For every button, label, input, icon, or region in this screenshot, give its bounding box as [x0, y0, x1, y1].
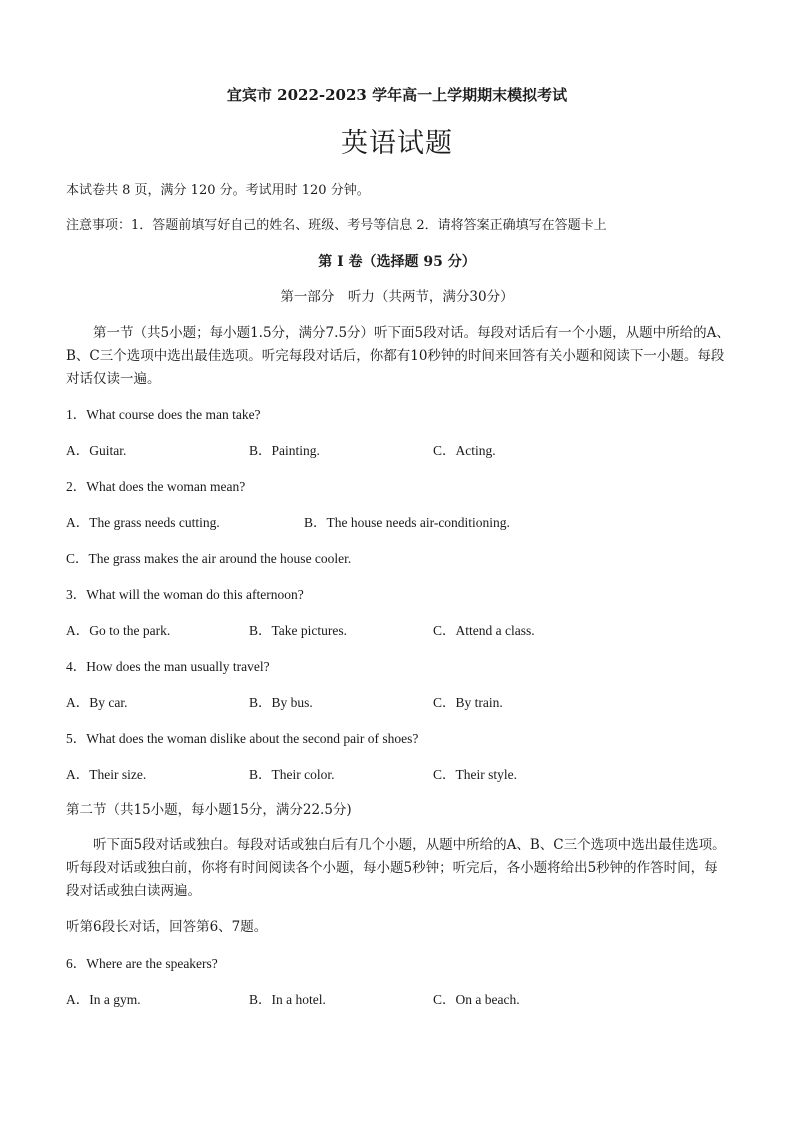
part-title: 第一部分 听力（共两节，满分30分）	[280, 289, 514, 305]
option-c: C．Acting.	[433, 443, 496, 458]
question-stem: 2．What does the woman mean?	[66, 479, 246, 494]
question-stem: 5．What does the woman dislike about the second pair of shoes?	[66, 731, 419, 746]
option-a: A．The grass needs cutting.	[66, 515, 220, 530]
question-stem: 3．What will the woman do this afternoon?	[66, 587, 304, 602]
option-a: A．In a gym.	[66, 992, 141, 1007]
option-c: C．Attend a class.	[433, 623, 535, 638]
section2-title: 第二节（共15小题，每小题15分，满分22.5分)	[66, 802, 352, 818]
option-a: A．Their size.	[66, 767, 147, 782]
exam-title: 宜宾市 2022-2023 学年高一上学期期末模拟考试	[226, 86, 568, 104]
option-b: B．Painting.	[249, 443, 320, 458]
volume-title: 第 I 卷（选择题 95 分）	[318, 254, 476, 270]
option-c: C．By train.	[433, 695, 503, 710]
option-a: A．Go to the park.	[66, 623, 171, 638]
section2-intro	[66, 834, 730, 903]
section1-intro-text: 第一节（共5小题；每小题1.5分，满分7.5分）听下面5段对话。每段对话后有一个小题，从题中所给的A、B、C三个选项中选出最佳选项。听完每段对话后，你都有10秒钟的时间来回答有关小题和阅读下一小题。每段对话仅读一遍。	[66, 325, 730, 387]
option-a: A．By car.	[66, 695, 128, 710]
exam-info: 本试卷共 8 页，满分 120 分。考试用时 120 分钟。	[66, 183, 370, 198]
option-c: C．Their style.	[433, 767, 517, 782]
section1-intro	[66, 322, 730, 391]
option-b: B．By bus.	[249, 695, 313, 710]
question-stem: 4．How does the man usually travel?	[66, 659, 270, 674]
option-c: C．On a beach.	[433, 992, 520, 1007]
dialog6-note: 听第6段长对话，回答第6、7题。	[66, 919, 268, 935]
question-stem: 1．What course does the man take?	[66, 407, 261, 422]
option-c: C．The grass makes the air around the house cooler.	[66, 551, 352, 566]
option-b: B．The house needs air-conditioning.	[304, 515, 510, 530]
option-b: B．Their color.	[249, 767, 335, 782]
subject-title: 英语试题	[341, 128, 453, 159]
question-stem: 6．Where are the speakers?	[66, 956, 218, 971]
option-b: B．In a hotel.	[249, 992, 326, 1007]
exam-notice: 注意事项：1．答题前填写好自己的姓名、班级、考号等信息 2．请将答案正确填写在答题卡上	[66, 218, 607, 233]
option-a: A．Guitar.	[66, 443, 127, 458]
section2-intro-text: 听下面5段对话或独白。每段对话或独白后有几个小题，从题中所给的A、B、C三个选项中选出最佳选项。听每段对话或独白前，你将有时间阅读各个小题，每小题5秒钟；听完后，各小题将给出5秒钟的作答时间，每段对话或独白读两遍。	[66, 837, 726, 899]
option-b: B．Take pictures.	[249, 623, 348, 638]
